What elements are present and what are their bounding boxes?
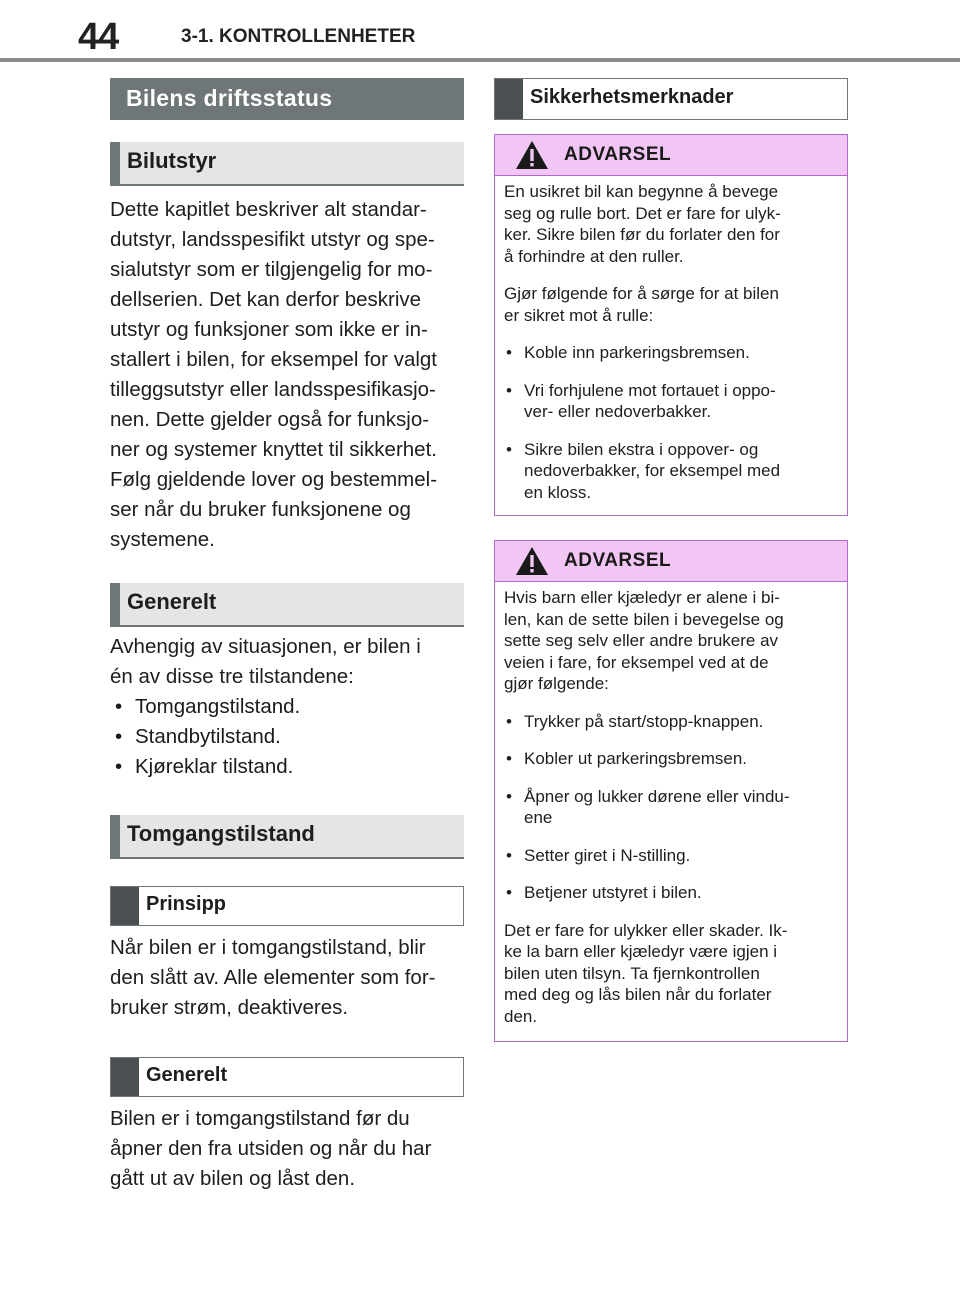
text-line: Avhengig av situasjonen, er bilen i [110, 635, 421, 658]
text-line: Vri forhjulene mot fortauet i oppo- [524, 380, 776, 400]
text-line: utstyr og funksjoner som ikke er in- [110, 318, 428, 341]
text-line: stallert i bilen, for eksempel for valgt [110, 348, 437, 371]
warning-icon [515, 546, 549, 576]
text-line: gjør følgende: [504, 674, 609, 693]
warning-paragraph [504, 181, 837, 267]
page-number: 44 [78, 16, 119, 58]
text-line: den. [504, 1006, 538, 1026]
warning-body [495, 176, 847, 513]
text-line: ker. Sikre bilen før du forlater den for [504, 225, 780, 244]
text-line: gått ut av bilen og låst den. [110, 1167, 356, 1190]
text-line: med deg og lås bilen når du forlater [504, 985, 772, 1004]
list-item [110, 692, 470, 722]
text-line: sialutstyr som er tilgjengelig for mo- [110, 258, 433, 281]
subheading-generelt [110, 1057, 464, 1097]
spacer [504, 732, 837, 748]
text-line: én av disse tre tilstandene: [110, 665, 354, 688]
bullet-icon: • [506, 380, 512, 400]
list-item [110, 722, 470, 752]
bullet-icon: • [506, 749, 512, 768]
subheading-sikkerhetsmerknader [494, 78, 848, 120]
paragraph-generelt [110, 632, 470, 692]
paragraph-tomgang-generelt [110, 1104, 470, 1194]
bullet-icon: • [506, 711, 512, 731]
section-heading-generelt: Generelt [110, 583, 464, 627]
warning-list-item [504, 380, 837, 423]
text-line: ene [524, 808, 553, 827]
text-line: tilleggsutstyr eller landsspesifikasjo- [110, 378, 436, 401]
warning-list-item [504, 786, 837, 829]
warning-box-children [494, 540, 848, 1042]
warning-icon [515, 140, 549, 170]
text-line: ke la barn eller kjæledyr være igjen i [504, 942, 778, 961]
list-item [110, 752, 470, 782]
text-line: ner og systemer knyttet til sikkerhet. [110, 438, 437, 461]
bullet-icon: • [506, 883, 512, 902]
section-heading-tomgangstilstand: Tomgangstilstand [110, 815, 464, 859]
text-line: Bilen er i tomgangstilstand før du [110, 1107, 410, 1130]
warning-list-item [504, 845, 837, 867]
spacer [504, 866, 837, 882]
chapter-title: 3-1. KONTROLLENHETER [181, 26, 416, 47]
warning-label: ADVARSEL [564, 550, 672, 571]
bullet-icon: • [115, 695, 123, 718]
spacer [504, 829, 837, 845]
subheading-label: Sikkerhetsmerknader [530, 86, 734, 108]
subheading-prinsipp [110, 886, 464, 926]
spacer [504, 423, 837, 439]
spacer [504, 326, 837, 342]
subheading-marker [111, 887, 139, 925]
bullet-icon: • [506, 343, 512, 362]
spacer [504, 770, 837, 786]
text-line: Kobler ut parkeringsbremsen. [524, 749, 748, 768]
text-line: Gjør følgende for å sørge for at bilen [504, 284, 779, 303]
subheading-label: Prinsipp [146, 893, 227, 915]
subheading-label: Generelt [146, 1064, 228, 1086]
warning-box-rolling [494, 134, 848, 516]
warning-header [495, 541, 847, 582]
text-line: bilen uten tilsyn. Ta fjernkontrollen [504, 963, 760, 983]
list-item-text: Kjøreklar tilstand. [135, 755, 294, 778]
text-line: åpner den fra utsiden og når du har [110, 1137, 432, 1160]
text-line: en kloss. [524, 482, 592, 502]
section-heading-bilutstyr: Bilutstyr [110, 142, 464, 186]
text-line: dellserien. Det kan derfor beskrive [110, 288, 422, 311]
bullet-icon: • [115, 725, 123, 748]
text-line: nedoverbakker, for eksempel med [524, 461, 781, 480]
main-heading: Bilens driftsstatus [110, 78, 464, 120]
text-line: Åpner og lukker dørene eller vindu- [524, 786, 790, 806]
warning-paragraph [504, 587, 837, 695]
text-line: ser når du bruker funksjonene og [110, 498, 411, 521]
text-line: er sikret mot å rulle: [504, 305, 654, 325]
text-line: dutstyr, landsspesifikt utstyr og spe- [110, 228, 435, 251]
warning-paragraph [504, 283, 837, 326]
list-item-text: Standbytilstand. [135, 725, 281, 748]
list-item-text: Tomgangstilstand. [135, 695, 301, 718]
text-line: systemene. [110, 528, 215, 551]
warning-list-item [504, 711, 837, 733]
bullet-icon: • [506, 786, 512, 806]
text-line: Betjener utstyret i bilen. [524, 883, 702, 902]
text-line: En usikret bil kan begynne å bevege [504, 182, 779, 201]
text-line: Trykker på start/stopp-knappen. [524, 711, 764, 731]
warning-list-item [504, 748, 837, 770]
paragraph-prinsipp [110, 933, 470, 1023]
text-line: Når bilen er i tomgangstilstand, blir [110, 936, 426, 959]
text-line: seg og rulle bort. Det er fare for ulyk- [504, 203, 781, 223]
text-line: ver- eller nedoverbakker. [524, 402, 712, 421]
text-line: Setter giret i N-stilling. [524, 845, 691, 865]
header-rule [0, 58, 960, 62]
warning-header [495, 135, 847, 176]
subheading-marker [495, 79, 523, 119]
warning-paragraph [504, 920, 837, 1028]
text-line: Sikre bilen ekstra i oppover- og [524, 439, 759, 459]
text-line: den slått av. Alle elementer som for- [110, 966, 436, 989]
paragraph-bilutstyr [110, 195, 470, 555]
text-line: Hvis barn eller kjæledyr er alene i bi- [504, 588, 780, 607]
subheading-marker [111, 1058, 139, 1096]
warning-list-item [504, 342, 837, 364]
text-line: sette seg selv eller andre brukere av [504, 631, 779, 650]
text-line: veien i fare, for eksempel ved at de [504, 652, 769, 672]
warning-list-item [504, 882, 837, 904]
text-line: Det er fare for ulykker eller skader. Ik- [504, 920, 788, 940]
spacer [504, 267, 837, 283]
warning-body [495, 582, 847, 1037]
text-line: nen. Dette gjelder også for funksjo- [110, 408, 430, 431]
text-line: Koble inn parkeringsbremsen. [524, 343, 750, 362]
text-line: å forhindre at den ruller. [504, 246, 684, 266]
bullet-icon: • [506, 439, 512, 459]
text-line: bruker strøm, deaktiveres. [110, 996, 349, 1019]
warning-label: ADVARSEL [564, 144, 672, 165]
bullet-icon: • [115, 755, 123, 778]
spacer [504, 695, 837, 711]
state-list [110, 692, 470, 782]
spacer [504, 904, 837, 920]
bullet-icon: • [506, 845, 512, 865]
text-line: len, kan de sette bilen i bevegelse og [504, 609, 784, 629]
text-line: Dette kapitlet beskriver alt standar- [110, 198, 427, 221]
warning-list-item [504, 439, 837, 504]
text-line: Følg gjeldende lover og bestemmel- [110, 468, 438, 491]
spacer [504, 364, 837, 380]
